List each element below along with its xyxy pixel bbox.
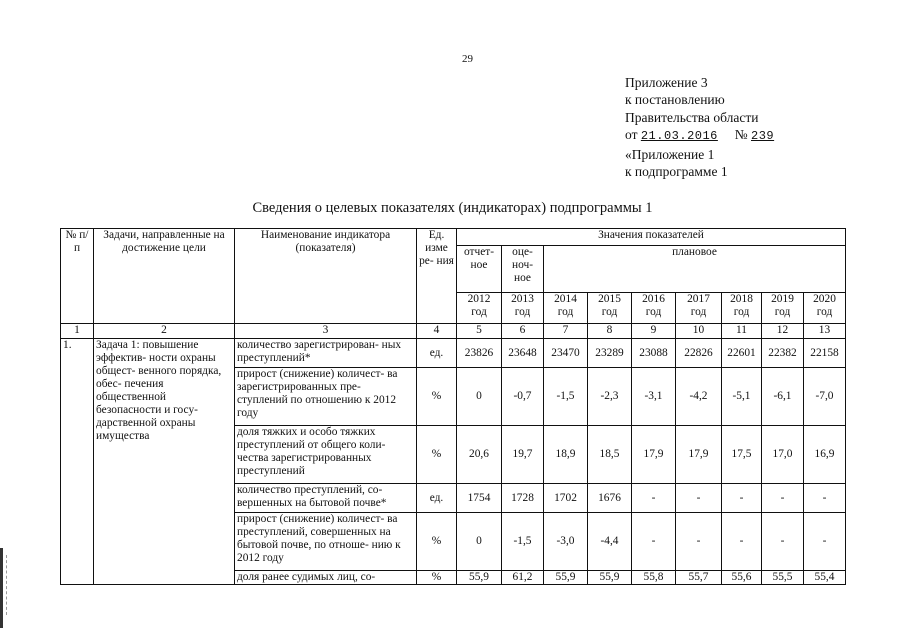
task-text: Задача 1: повышение эффектив- ности охраны общест- венного порядка, обес- печения общественной безопасности и госу- дарственной охраны имущества	[94, 339, 235, 585]
value-cell: -	[804, 513, 846, 571]
date-prefix: от	[625, 127, 638, 143]
value-cell: 0	[457, 513, 502, 571]
value-cell: 1728	[502, 484, 544, 513]
appendix-date-line	[625, 126, 774, 145]
indicator-unit: %	[417, 368, 457, 426]
table-row	[61, 339, 846, 368]
value-cell: -1,5	[544, 368, 588, 426]
indicators-table	[60, 228, 846, 585]
appendix-block	[625, 74, 774, 180]
value-cell: 23648	[502, 339, 544, 368]
indicator-name: доля ранее судимых лиц, со-	[235, 571, 417, 585]
year-header: 2017 год	[676, 293, 722, 324]
indicator-name: прирост (снижение) количест- ва зарегистрированных пре- ступлений по отношению к 2012 году	[235, 368, 417, 426]
value-cell: 55,6	[722, 571, 762, 585]
decree-date: 21.03.2016	[640, 129, 718, 144]
header-unit: Ед. изме ре- ния	[417, 229, 457, 324]
value-cell: -	[804, 484, 846, 513]
value-cell: 55,4	[804, 571, 846, 585]
value-cell: 0	[457, 368, 502, 426]
indicator-name: доля тяжких и особо тяжких преступлений от общего коли- чества зарегистрированных преступлений	[235, 426, 417, 484]
indicator-name: количество преступлений, со- вершенных на бытовой почве*	[235, 484, 417, 513]
indicator-unit: ед.	[417, 339, 457, 368]
value-cell: -	[676, 484, 722, 513]
value-cell: -0,7	[502, 368, 544, 426]
value-cell: -	[762, 513, 804, 571]
col-number: 13	[804, 324, 846, 339]
indicator-unit: %	[417, 571, 457, 585]
value-cell: 22826	[676, 339, 722, 368]
value-cell: 55,8	[632, 571, 676, 585]
indicator-name: прирост (снижение) количест- ва преступлений, совершенных на бытовой почве, по отноше- нию к 2012 году	[235, 513, 417, 571]
scan-edge-mark	[0, 548, 3, 628]
value-cell: -4,4	[588, 513, 632, 571]
value-cell: 23289	[588, 339, 632, 368]
value-cell: -5,1	[722, 368, 762, 426]
value-cell: 23826	[457, 339, 502, 368]
header-task: Задачи, направленные на достижение цели	[94, 229, 235, 324]
value-cell: 22601	[722, 339, 762, 368]
page-number: 29	[462, 53, 473, 65]
col-number: 10	[676, 324, 722, 339]
col-number: 6	[502, 324, 544, 339]
value-cell: 1702	[544, 484, 588, 513]
appendix-line: Правительства области	[625, 109, 759, 125]
header-indicator: Наименование индикатора (показателя)	[235, 229, 417, 324]
value-cell: 55,9	[588, 571, 632, 585]
year-header: 2015 год	[588, 293, 632, 324]
decree-number: 239	[751, 129, 775, 144]
value-cell: 17,5	[722, 426, 762, 484]
indicator-unit: %	[417, 513, 457, 571]
header-planned: плановое	[544, 246, 846, 293]
header-values: Значения показателей	[457, 229, 846, 246]
value-cell: -	[762, 484, 804, 513]
col-number: 3	[235, 324, 417, 339]
value-cell: -6,1	[762, 368, 804, 426]
value-cell: 17,9	[632, 426, 676, 484]
header-estimate: оце- ноч- ное	[502, 246, 544, 293]
value-cell: -	[722, 484, 762, 513]
year-header: 2018 год	[722, 293, 762, 324]
column-number-row	[61, 324, 846, 339]
value-cell: -3,1	[632, 368, 676, 426]
value-cell: 17,0	[762, 426, 804, 484]
value-cell: 23470	[544, 339, 588, 368]
appendix-line: «Приложение 1	[625, 146, 715, 162]
value-cell: 20,6	[457, 426, 502, 484]
indicator-unit: %	[417, 426, 457, 484]
col-number: 5	[457, 324, 502, 339]
value-cell: 55,7	[676, 571, 722, 585]
value-cell: 22382	[762, 339, 804, 368]
value-cell: 22158	[804, 339, 846, 368]
value-cell: 55,9	[544, 571, 588, 585]
value-cell: -	[632, 513, 676, 571]
col-number: 4	[417, 324, 457, 339]
col-number: 11	[722, 324, 762, 339]
appendix-line: к постановлению	[625, 92, 725, 108]
value-cell: -1,5	[502, 513, 544, 571]
value-cell: 1676	[588, 484, 632, 513]
document-title: Сведения о целевых показателях (индикаторах) подпрограммы 1	[252, 200, 653, 216]
value-cell: -	[676, 513, 722, 571]
value-cell: 55,5	[762, 571, 804, 585]
value-cell: 55,9	[457, 571, 502, 585]
col-number: 8	[588, 324, 632, 339]
year-header: 2013 год	[502, 293, 544, 324]
col-number: 12	[762, 324, 804, 339]
number-prefix: №	[734, 127, 748, 143]
indicator-name: количество зарегистрирован- ных преступлений*	[235, 339, 417, 368]
value-cell: 18,9	[544, 426, 588, 484]
appendix-line: Приложение 3	[625, 75, 708, 90]
col-number: 1	[61, 324, 94, 339]
value-cell: 18,5	[588, 426, 632, 484]
scan-edge-dashes	[6, 555, 8, 615]
value-cell: -4,2	[676, 368, 722, 426]
indicator-unit: ед.	[417, 484, 457, 513]
appendix-line: к подпрограмме 1	[625, 164, 728, 180]
value-cell: 19,7	[502, 426, 544, 484]
value-cell: 16,9	[804, 426, 846, 484]
year-header: 2020 год	[804, 293, 846, 324]
year-header: 2014 год	[544, 293, 588, 324]
task-number: 1.	[61, 339, 94, 585]
year-header: 2012 год	[457, 293, 502, 324]
value-cell: 61,2	[502, 571, 544, 585]
header-num: № п/п	[61, 229, 94, 324]
col-number: 2	[94, 324, 235, 339]
value-cell: 17,9	[676, 426, 722, 484]
value-cell: -7,0	[804, 368, 846, 426]
value-cell: 23088	[632, 339, 676, 368]
year-header: 2016 год	[632, 293, 676, 324]
value-cell: -	[632, 484, 676, 513]
header-report: отчет- ное	[457, 246, 502, 293]
col-number: 9	[632, 324, 676, 339]
value-cell: -2,3	[588, 368, 632, 426]
value-cell: -3,0	[544, 513, 588, 571]
col-number: 7	[544, 324, 588, 339]
year-header: 2019 год	[762, 293, 804, 324]
value-cell: 1754	[457, 484, 502, 513]
value-cell: -	[722, 513, 762, 571]
